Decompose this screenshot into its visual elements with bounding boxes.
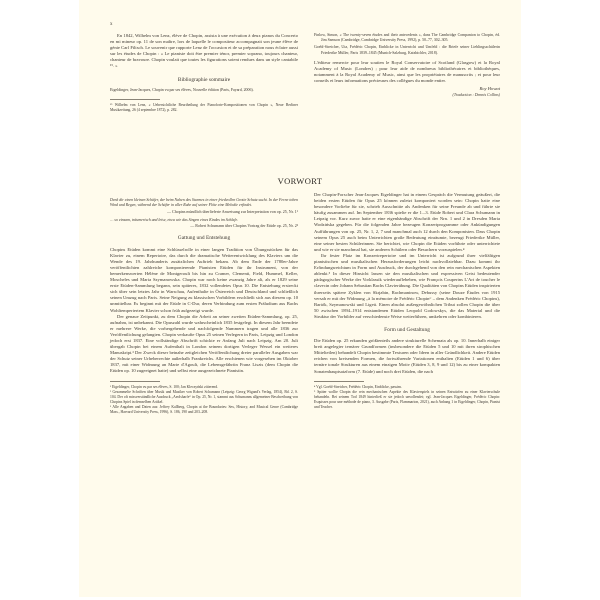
footnote: ¹⁵ Wilhelm von Lenz, « Uebersichtliche Beurtheilung der Pianoforte-Kompositionen von Chopin », Neue Berliner Musikzeitung, 26 (4 septembre 1872), p. 282. (110, 102, 298, 112)
german-left-column (110, 198, 298, 415)
motto-quote: Denk dir einen kleinen Schäfer, der beim Nahen des Sturmes in einer friedvollen Grotte Schutz sucht. In der Ferne toben Wind und Regen, während der Schäfer in aller Ruhe auf seiner Flöte eine Melodie erfindet. (110, 198, 298, 208)
motto-attribution: — Robert Schumann über Chopins Vortrag der Etüde op. 25, Nr. 2² (190, 223, 298, 229)
footnote: ⁴ Vgl. Goebl-Streicher, Frédéric Chopin, Einblicke, passim. (314, 384, 402, 389)
footnote-rule (314, 381, 364, 382)
footnote-rule (110, 99, 160, 100)
bibliography-item: Eigeldinger, Jean-Jacques, Chopin vu par ses élèves, Nouvelle édition (Paris, Fayard, 2006). (110, 87, 254, 92)
bibliography-item: Goebl-Streicher, Uta, Frédéric Chopin, Einblicke in Unterricht und Umfeld : die Briefe seiner Lieblingsschülerin Friederike Müller, Paris 1839–1845 (Munich-Salzburg, Katzbichler, 2018). (314, 45, 500, 55)
footnote: ³ Alle Angaben und Daten aus: Jeffrey Kallberg, Chopin at the Boundaries: Sex, History, and Musical Genre (Cambridge Mass., Harvard University Press, 1996), S. 186, 190 und 203–208. (110, 404, 298, 414)
footnote: ⁵ Später wollte Chopin die rein mechanischen Aspekte des Klavierspiels in seinen Entwürfen zu einer Klavierschule behandeln. Bei seinem Tod 1849 hinterließ er sie jedoch unvollendet; vgl. Jean-Jacques Eigeldinger, Frédéric Chopin: Esquisses pour une méthode de piano, 3. Ausgabe (Paris, Flammarion, 2021), auch Anhang 1 in Eigeldinger, Chopin, Pianist und Teacher. (314, 389, 500, 409)
section-title-vorwort: VORWORT (277, 176, 323, 186)
footnote: ² Gesammelte Schriften über Musik und Musiker von Robert Schumann (Leipzig: Georg Wigand's Verlag, 1854), Bd. 2, S. 104. Der oft missverständliche Ausdruck „Aeolsharfe“ in Op. 25, Nr. 1, stammt aus Schumanns allgemeiner Beschreibung von Chopins Spiel in demselben Artikel. (110, 389, 298, 404)
page-number: x (110, 22, 113, 27)
french-right-column (314, 33, 500, 98)
german-paragraph: Chopins Etüden kommt eine Schlüsselrolle in einer langen Tradition von Übungsstücken für das Klavier zu, einem Repertoire, das durch die dramatische Weiterentwicklung des Klaviers um die Wende des 19. Jahrhunderts zusätzlichen Auftrieb bekam. Ab dem Ende der 1780er-Jahre veröffentlichten zahlreiche komponierende Pianisten Etüden für ihr Instrument, von der bemerkenswerten Hélène de Montgeroult bis hin zu Cramer, Clementi, Field, Hummel, Keller, Moscheles und Maria Szymanowska. Chopin war noch keine zwanzig Jahre alt, als er 1829 seine erste Etüden-Sammlung begann, sein späteres, 1832 vollendetes Opus 10. Die Entstehung erstreckt sich über sein letztes Jahr in Warschau, Aufenthalte in Österreich und Deutschland und schließlich seinen Umzug nach Paris. Seine Neigung zu klassischen Vorbildern erschließt sich aus diesem op. 10 unmittelbar. Es beginnt mit der Etüde in C-Dur, deren Verbindung zum ersten Präludium aus Bachs Wohltemperiertem Klavier schon früh aufgezeigt wurde. (110, 246, 298, 313)
footnote-rule (110, 381, 160, 382)
author-signature: Roy Howat (479, 86, 500, 92)
bibliography-heading: Bibliographie sommaire (177, 76, 231, 83)
motto-attribution: — Chopins mündlich überlieferte Anweisung zur Interpretation von op. 25, Nr. 1¹ (167, 208, 298, 214)
german-right-column (314, 192, 500, 410)
motto-quote: … so einsam, träumerisch und leise, etwa wie das Singen eines Kindes im Schlafe. (110, 217, 239, 222)
bibliography-item: Finlow, Simon, « The twenty-seven études and their antecedents », dans The Cambridge Companion to Chopin, éd. Jim Samson (Cambridge, Cambridge University Press, 1992), p. 50–77, 302–305. (314, 33, 500, 43)
acknowledgement-paragraph: L'éditeur remercie pour leur soutien le Royal Conservatoire of Scotland (Glasgow) et la Royal Academy of Music (Londres) ; pour leur aide de nombreux bibliothécaires et bibliothèques, notamment à la Royal Academy of Music, ainsi que les propriétaires de manuscrits ; et pour leur conseils et leurs informations précieuses des collègues du monde entier. (314, 59, 500, 84)
german-paragraph: Ihr fester Platz im Konzertrepertoire und im Unterricht ist aufgrund ihrer vielfältigen pianistischen und musikalischen Herausforderungen leicht nachvollziehbar. Dazu kommt ihr Erfindungsreichtum in Form und Ausdruck, der durchgehend von den rein mechanischen Aspekten ablenkt.⁵ In dieser Hinsicht lassen sie den musikalischen und expressiven Geist bedeutender pädagogischer Werke der Vorklassik wiederauflebeben, wie François Couperins L'Art de toucher le clavecin oder Johann Sebastian Bachs Clavierübung. Die Qualitäten von Chopins Etüden inspirierten ihrerseits spätere Zyklen von Skrjabin, Rachmaninow, Debussy (seine Douze Études von 1915 versah er mit der Widmung „à la mémoire de Frédéric Chopin“ – dem Andenken Frédéric Chopins), Bartók, Szymanowski und Ligeti. Einen absolut außergewöhnlichen Tribut zollen Chopin die über 50 zwischen 1894–1914 entstandenen Etüden Leopold Godowskys, die das Material und die Struktur der Vorbilder auf verschiedenste Weise weiterführen, umkehren oder kombinieren. (314, 252, 501, 319)
german-paragraph: Die Etüden op. 25 erkunden größtenteils andere strukturelle Schemata als op. 10. Innerhalb einiger breit angelegter ternärer Grundformen (insbesondere die Etüden 5 und 10 mit ihren strophischen Mittelteilen) behandelt Chopin bestimmte Texturen oder Ideen in aller Gründlichkeit. Andere Etüden reichen von kreisenden Formen, die fortwährende Variationen enthalten (Etüden 1 und 6) über ternäre tonale Strukturen aus einem einzigen Motiv (Etüden 3, 8, 9 und 12) bis zu einer kompakten Sonatenhauptsatzform (7. Etüde) und noch drei Etüden, die nach (314, 338, 500, 374)
translator-credit: (Traduction : Dennis Collins) (452, 92, 500, 98)
french-left-column (110, 33, 298, 113)
section-heading-gattung: Gattung und Entstehung (177, 235, 231, 242)
german-paragraph: Der genaue Zeitpunkt, zu dem Chopin die Arbeit an seiner zweiten Etüden-Sammlung, op. 25, aufnahm, ist unbekannt. Die Opuszahl wurde wahrscheinlich 1835 festgelegt. In diesem Jahr beendete er mehrere Werke, die vorhergehende und nachfolgende Nummern tragen und alle 1836 zur Veröffentlichung gelangten. Chopin verkaufte Opus 25 seinen Verlegern in Paris, Leipzig und London jedoch erst 1837. Eine vollständige Abschrift schickte er Anfang Juli nach Leipzig. Am 20. Juli übergab Chopin bei einem Aufenthalt in London seinem dortigen Verleger Wessel ein weiteres Manuskript.³ Der Zweck dieser beinahe zeitgleichen Veröffentlichung dreier paralleler Ausgaben war der Schutz seiner Urheberrechte außerhalb Frankreichs. Alle erschienen wie vorgesehen im Oktober 1837, mit einer Widmung an Marie d'Agoult, die Lebensgefährtin Franz Liszts (dem Chopin die Etüden op. 10 zugeeignet hatte) und selbst eine ausgezeichnete Pianistin. (110, 313, 298, 374)
french-paragraph: En 1842, Wilhelm von Lenz, élève de Chopin, assista à une exécution à deux pianos du Concerto en mi mineur op. 11 de son maître, lors de laquelle le compositeur accompagnait son jeune élève de génie Carl Filtsch. Le souvenir que rapporte Lenz de l'occasion et de sa préparation nous éclaire aussi sur les études de Chopin : « Le pianiste doit être premier ténor, premier soprano, toujours chanteur, chanteur de bravoure. Chopin voulait que toutes les figurations soient rendues dans un style cantabile ¹⁵. » (110, 33, 298, 69)
footnote: ¹ Eigeldinger, Chopin vu par ses élèves, S. 100; Jan Kleczyński zitierend. (110, 384, 218, 389)
german-paragraph: Der Chopin-Forscher Jean-Jacques Eigeldinger hat in einem Gespräch die Vermutung geäußert, die beiden ersten Etüden für Opus 25 können zuletzt komponiert worden sein: Chopin hatte eine besondere Vorliebe für sie, schrieb Ausschnitte als Andenken für seine Freunde ab und führte sie häufig zusammen auf. Im September 1836 spielte er die 1.–3. Etüde Robert und Clara Schumann in Leipzig vor. Kurz zuvor hatte er eine eigenhändige Abschrift der Nrn. 1 und 2 in Dresden Maria Wodzińska gegeben. Für die folgenden Jahre bezeugen Konzertprogramme oder Ankündigungen Aufführungen von op. 25, Nr. 1, 2, 7 und manchmal auch 12 durch den Komponisten. Dass Chopin seinem Opus 25 auch beim Unterrichten große Bedeutung einräumte, bezeugt Friederike Müller, eine seiner besten Schülerinnen. Sie berichtet, wie Chopin die Etüden vorführte oder unterrichtete und wie er sie manchmal bat, sie anderen Schülern oder Besuchern vorzuspielen.⁴ (314, 192, 500, 252)
section-heading-form: Form und Gestaltung (384, 326, 430, 333)
